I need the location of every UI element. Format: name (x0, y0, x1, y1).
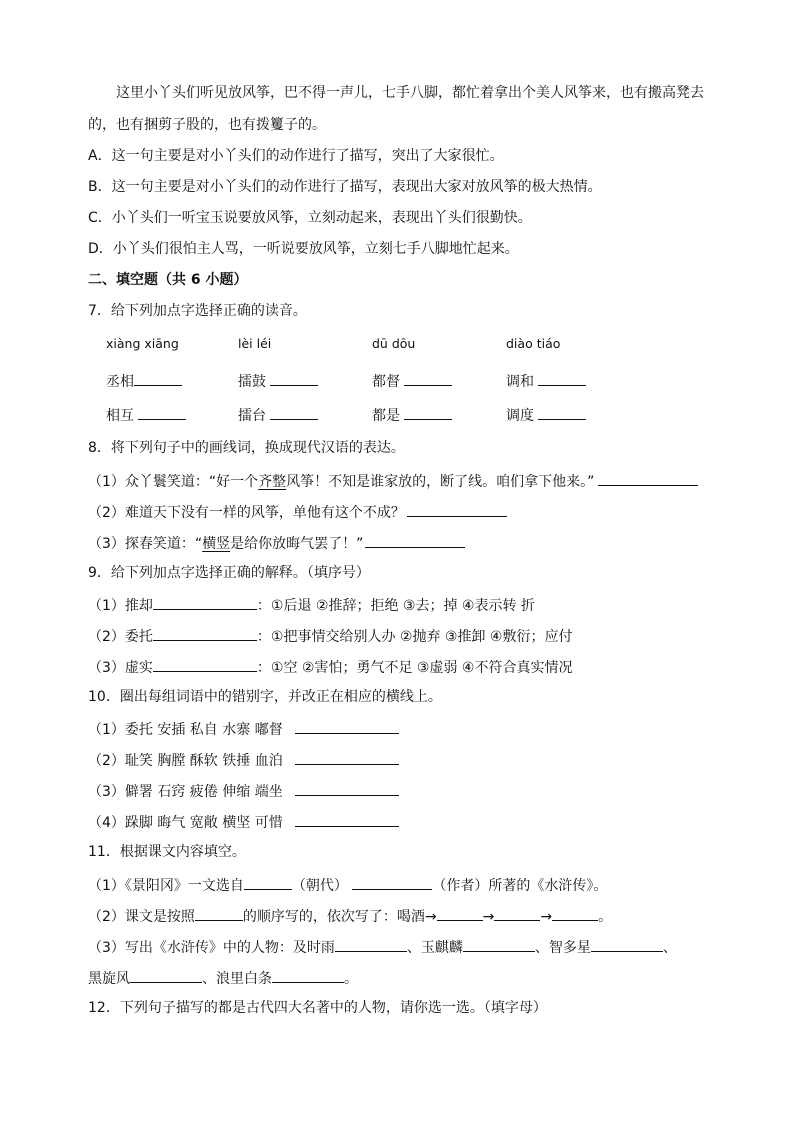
answer-blank[interactable] (195, 905, 243, 921)
answer-blank[interactable] (153, 656, 257, 672)
q8-stem: 8．将下列句子中的画线词，换成现代汉语的表达。 (88, 440, 405, 456)
q10-stem: 10．圈出每组词语中的错别字，并改正在相应的横线上。 (88, 689, 442, 705)
q10-item-4: （4）跺脚 晦气 宽敞 横坚 可惜 (88, 811, 399, 833)
word-row2-1: 相互 (106, 404, 186, 425)
word-row1-4: 调和 (506, 370, 586, 391)
passage-line-1: 这里小丫头们听见放风筝，巴不得一声儿，七手八脚，都忙着拿出个美人风筝来，也有搬高凳去 (116, 85, 704, 101)
answer-blank[interactable] (538, 404, 586, 420)
q9-item-2: （2）委托 ：①把事情交给别人办 ②抛弃 ③推卸 ④敷衍；应付 (88, 625, 572, 647)
word-row1-2: 擂鼓 (238, 370, 318, 391)
answer-blank[interactable] (404, 370, 452, 386)
option-a: A．这一句主要是对小丫头们的动作进行了描写，突出了大家很忙。 (88, 148, 504, 164)
pinyin-2: lèi léi (238, 336, 272, 351)
q7-stem: 7．给下列加点字选择正确的读音。 (88, 303, 307, 319)
q8-sentence-1: （1）众丫鬟笑道：“好一个齐整风筝！不知是谁家放的，断了线。咱们拿下他来。” (88, 470, 698, 492)
answer-blank[interactable] (138, 404, 186, 420)
q8-sentence-3: （3）探春笑道：“横竖是给你放晦气罢了！” (88, 532, 465, 554)
q11-stem: 11．根据课文内容填空。 (88, 844, 246, 860)
answer-blank[interactable] (153, 625, 257, 641)
answer-blank[interactable] (538, 370, 586, 386)
section-title: 二、填空题（共 6 小题） (88, 272, 248, 288)
q11-item-3-cont: 黑旋风 、浪里白条 。 (88, 967, 358, 989)
q10-item-3: （3）僻署 石窍 疲倦 伸缩 端坐 (88, 780, 399, 802)
answer-blank[interactable] (272, 967, 344, 983)
underlined-word: 齐整 (258, 474, 287, 490)
q10-item-2: （2）耻笑 胸膛 酥软 铁捶 血泊 (88, 749, 399, 771)
q10-item-1: （1）委托 安插 私自 水寨 嘟督 (88, 718, 399, 740)
answer-blank[interactable] (591, 936, 663, 952)
option-d: D．小丫头们很怕主人骂，一听说要放风筝，立刻七手八脚地忙起来。 (88, 241, 519, 257)
answer-blank[interactable] (244, 874, 292, 890)
pinyin-1: xiàng xiāng (106, 336, 179, 351)
option-c: C．小丫头们一听宝玉说要放风筝，立刻动起来，表现出丫头们很勤快。 (88, 210, 532, 226)
answer-blank[interactable] (335, 936, 407, 952)
word-row2-2: 擂台 (238, 404, 318, 425)
answer-blank[interactable] (270, 404, 318, 420)
answer-blank[interactable] (153, 594, 257, 610)
answer-blank[interactable] (270, 370, 318, 386)
answer-blank[interactable] (407, 501, 507, 517)
answer-blank[interactable] (437, 905, 483, 921)
q9-item-3: （3）虚实 ：①空 ②害怕；勇气不足 ③虚弱 ④不符合真实情况 (88, 656, 572, 678)
answer-blank[interactable] (295, 811, 399, 827)
q12-stem: 12．下列句子描写的都是古代四大名著中的人物，请你选一选。（填字母） (88, 1000, 547, 1016)
answer-blank[interactable] (295, 718, 399, 734)
pinyin-3: dū dōu (372, 336, 416, 351)
word-row2-4: 调度 (506, 404, 586, 425)
answer-blank[interactable] (295, 780, 399, 796)
word-row1-1: 丞相 (106, 370, 182, 391)
answer-blank[interactable] (134, 370, 182, 386)
answer-blank[interactable] (404, 404, 452, 420)
passage-line-2: 的，也有捆剪子股的，也有拨籰子的。 (88, 117, 326, 133)
answer-blank[interactable] (598, 470, 698, 486)
answer-blank[interactable] (463, 936, 535, 952)
answer-blank[interactable] (365, 532, 465, 548)
answer-blank[interactable] (552, 905, 598, 921)
q8-sentence-2: （2）难道天下没有一样的风筝，单他有这个不成？ (88, 501, 507, 523)
answer-blank[interactable] (352, 874, 432, 890)
pinyin-4: diào tiáo (506, 336, 561, 351)
word-row1-3: 都督 (372, 370, 452, 391)
q11-item-2: （2）课文是按照 的顺序写的，依次写了：喝酒→ → → 。 (88, 905, 612, 927)
q11-item-1: （1）《景阳冈》一文选自 （朝代） （作者）所著的《水浒传》。 (88, 874, 607, 896)
word-row2-3: 都是 (372, 404, 452, 425)
q9-item-1: （1）推却 ：①后退 ②推辞；拒绝 ③去；掉 ④表示转 折 (88, 594, 535, 616)
option-b: B．这一句主要是对小丫头们的动作进行了描写，表现出大家对放风筝的极大热情。 (88, 179, 602, 195)
answer-blank[interactable] (130, 967, 202, 983)
answer-blank[interactable] (494, 905, 540, 921)
q9-stem: 9．给下列加点字选择正确的解释。（填序号） (88, 565, 370, 581)
answer-blank[interactable] (295, 749, 399, 765)
q11-item-3: （3）写出《水浒传》中的人物：及时雨 、玉麒麟 、智多星 、 (88, 936, 677, 958)
underlined-word: 横竖 (202, 536, 231, 552)
